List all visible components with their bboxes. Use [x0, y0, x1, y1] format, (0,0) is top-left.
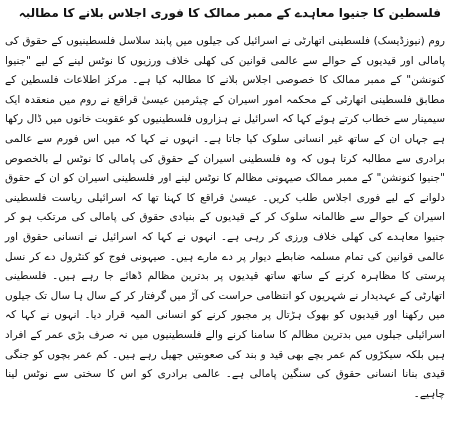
article-headline: فلسطین کا جنیوا معاہدے کے ممبر ممالک کا فوری اجلاس بلانے کا مطالبہ [18, 6, 441, 20]
news-article [5, 0, 445, 404]
article-body: روم (نیوزڈیسک) فلسطینی اتھارٹی نے اسرائیل کی جیلوں میں پابند سلاسل فلسطینیوں کے حقوق کی پامالی اور قیدیوں کے حوالے سے عالمی قوانین کی کھلی خلاف ورزیوں کا نوٹس لینے کے لیے "جنیوا کنونشن" کے ممبر ممالک کا خصوصی اجلاس بلانے کا مطالبہ کیا ہے۔ مرکز اطلاعات فلسطین کے مطابق فلسطینی اتھارٹی کے محکمہ امور اسیران کے چیئرمین عیسیٰ قراقع نے روم میں منعقدہ ایک سیمینار سے خطاب کرتے ہوئے کہا کہ اسرائیل نے ہزاروں فلسطینیوں کو عقوبت خانوں میں ڈال رکھا ہے جہاں ان کے ساتھ غیر انسانی سلوک کیا جاتا ہے۔ انہوں نے کہا کہ میں اس فورم سے عالمی برادری سے مطالبہ کرتا ہوں کہ وہ فلسطینی اسیران کے حقوق کی پامالی کا نوٹس لے بالخصوص "جنیوا کنونشن" کے ممبر ممالک صیہونی مظالم کا نوٹس لینے اور فلسطینی اسیران کو ان کے حقوق دلوانے کے لیے فوری اجلاس طلب کریں۔ عیسیٰ قراقع کا کہنا تھا کہ اسرائیلی ریاست فلسطینی اسیران کے حوالے سے ظالمانہ سلوک کر کے قیدیوں کے بنیادی حقوق کی پامالی کی مرتکب ہو کر جنیوا معاہدے کی کھلی خلاف ورزی کر رہی ہے۔ انہوں نے کہا کہ اسرائیل نے انسانی حقوق اور عالمی قوانین کی تمام مسلمہ ضابطے دیوار پر دے مارے ہیں۔ صیہونی فوج کو کنٹرول دے کر نسل پرستی کا مظاہرہ کرنے کے ساتھ ساتھ قیدیوں پر بدترین مظالم ڈھائے جا رہے ہیں۔ فلسطینی اتھارٹی کے عہدیدار نے شہریوں کو انتظامی حراست کی آڑ میں گرفتار کر کے سال ہا سال تک جیلوں میں رکھنا اور قیدیوں کو بھوک ہڑتال پر مجبور کرنے کو انسانی المیہ قرار دیا۔ انہوں نے کہا کہ اسرائیلی جیلوں میں بدترین مظالم کا سامنا کرنے والے فلسطینیوں میں نہ صرف بڑی عمر کے افراد ہیں بلکہ سیکڑوں کم عمر بچے بھی قید و بند کی صعوبتیں جھیل رہے ہیں۔ کم عمر بچوں کو جنگی قیدی بنانا انسانی حقوق کی سنگین پامالی ہے۔ عالمی برادری کو اس کا سختی سے نوٹس لینا چاہیے۔ [5, 35, 445, 400]
